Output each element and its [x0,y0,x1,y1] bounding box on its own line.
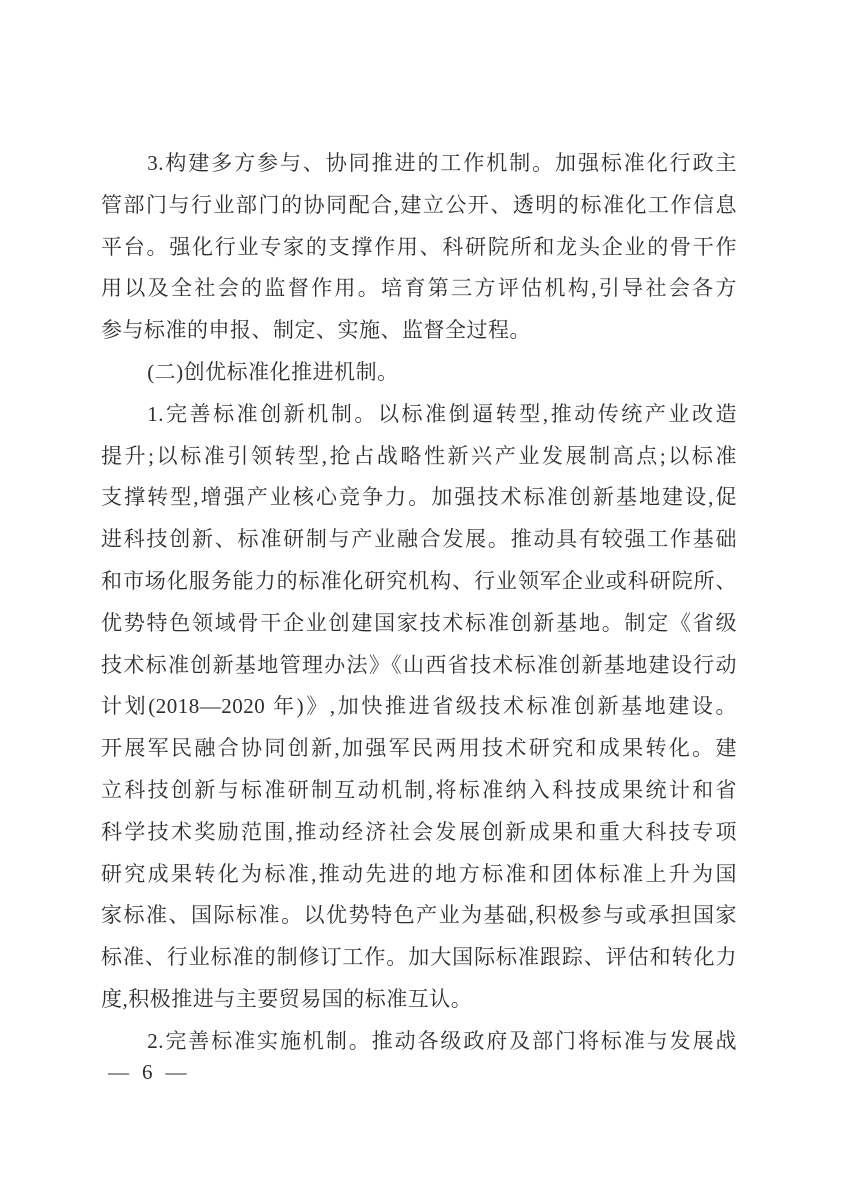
text-line: (二)创优标准化推进机制。 [147,359,399,384]
text-line: 参与标准的申报、制定、实施、监督全过程。 [101,318,531,343]
text-line: 提升;以标准引领转型,抢占战略性新兴产业发展制高点;以标准 [101,443,737,468]
text-line: 开展军民融合协同创新,加强军民两用技术研究和成果转化。建 [101,736,737,761]
page-number: 6 [142,1060,153,1084]
text-line: 标准、行业标准的制修订工作。加大国际标准跟踪、评估和转化力 [101,945,737,970]
footer-right-dash: — [165,1060,187,1084]
page-footer [108,1060,187,1085]
text-line: 平台。强化行业专家的支撑作用、科研院所和龙头企业的骨干作 [101,234,737,259]
text-line: 1.完善标准创新机制。以标准倒逼转型,推动传统产业改造 [147,401,737,426]
footer-left-dash: — [108,1060,129,1084]
text-line: 用以及全社会的监督作用。培育第三方评估机构,引导社会各方 [101,276,737,301]
text-line: 研究成果转化为标准,推动先进的地方标准和团体标准上升为国 [101,861,737,886]
text-line: 家标准、国际标准。以优势特色产业为基础,积极参与或承担国家 [101,903,737,928]
text-line: 2.完善标准实施机制。推动各级政府及部门将标准与发展战 [147,1028,737,1053]
text-line: 支撑转型,增强产业核心竞争力。加强技术标准创新基地建设,促 [101,485,737,510]
text-line: 进科技创新、标准研制与产业融合发展。推动具有较强工作基础 [101,527,737,552]
text-line: 技术标准创新基地管理办法》《山西省技术标准创新基地建设行动 [101,652,737,677]
text-line: 管部门与行业部门的协同配合,建立公开、透明的标准化工作信息 [101,192,737,217]
text-line: 科学技术奖励范围,推动经济社会发展创新成果和重大科技专项 [101,819,737,844]
text-line: 立科技创新与标准研制互动机制,将标准纳入科技成果统计和省 [101,777,737,802]
text-line: 优势特色领域骨干企业创建国家技术标准创新基地。制定《省级 [101,610,737,635]
text-line: 计划(2018—2020 年)》,加快推进省级技术标准创新基地建设。 [101,694,737,719]
text-line: 度,积极推进与主要贸易国的标准互认。 [101,986,473,1011]
text-line: 3.构建多方参与、协同推进的工作机制。加强标准化行政主 [147,151,737,175]
document-body [101,143,737,1063]
text-line: 和市场化服务能力的标准化研究机构、行业领军企业或科研院所、 [101,568,737,593]
